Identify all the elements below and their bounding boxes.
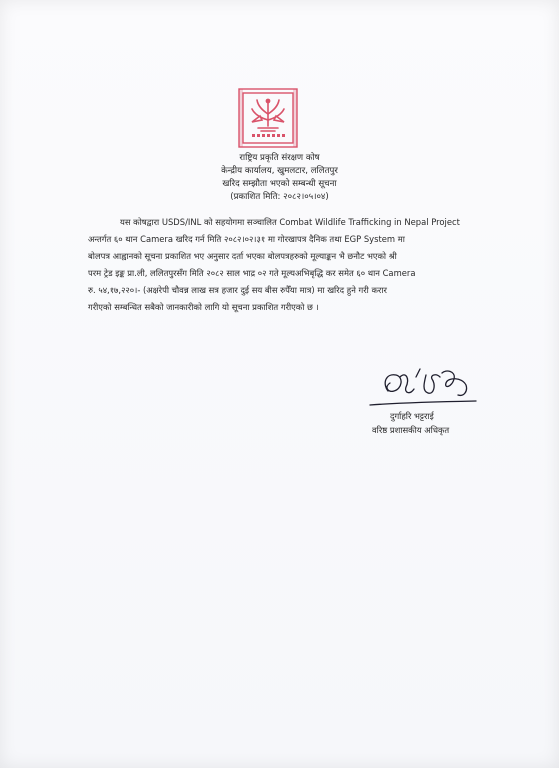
body-line: परम ट्रेड इङ्क प्रा.ली, ललितपुरसँग मिति २०८२ साल भाद्र ०२ गते मूल्यअभिबृद्धि कर समेत ६० थान Camera [88,268,416,278]
body-line: अन्तर्गत ६० थान Camera खरिद गर्न मिति २०८२।०२।३१ मा गोरखापत्र दैनिक तथा EGP System मा [88,234,405,244]
body-line: गरीएको सम्बन्धित सबैको जानकारीको लागि यो सूचना प्रकाशित गरीएको छ । [88,302,319,312]
handwritten-signature [366,365,480,413]
notice-body [88,214,500,316]
body-line: रु. ५४,१७,२२०।- (अक्षरेपी चौवन्न लाख सत्र हजार दुई सय बीस रुपैँया मात्र) मा खरिद हुने गरी करार [88,285,387,295]
signatory-block [372,409,449,437]
notice-title: खरिद सम्झौता भएको सम्बन्धी सूचना [222,179,337,189]
notice-header [0,152,559,204]
organization-name: राष्ट्रिय प्रकृति संरक्षण कोष [239,153,320,163]
office-address: केन्द्रीय कार्यालय, खुमलटार, ललितपुर [221,166,338,176]
body-line: बोलपत्र आह्वानको सूचना प्रकाशित भए अनुसार दर्ता भएका बोलपत्रहरुको मूल्याङ्कन भै छनौट भएको श्री [88,251,397,261]
body-line: यस कोषद्वारा USDS/INL को सहयोगमा सञ्चालित Combat Wildlife Trafficking in Nepal Project [120,217,460,227]
signatory-designation: वरिष्ठ प्रशासकीय अधिकृत [372,425,450,435]
signatory-name: दुर्गाहरि भट्टराई [390,411,434,421]
published-date: (प्रकाशित मिति: २०८२।०५।०४) [230,192,329,202]
organization-seal-icon [236,86,300,150]
